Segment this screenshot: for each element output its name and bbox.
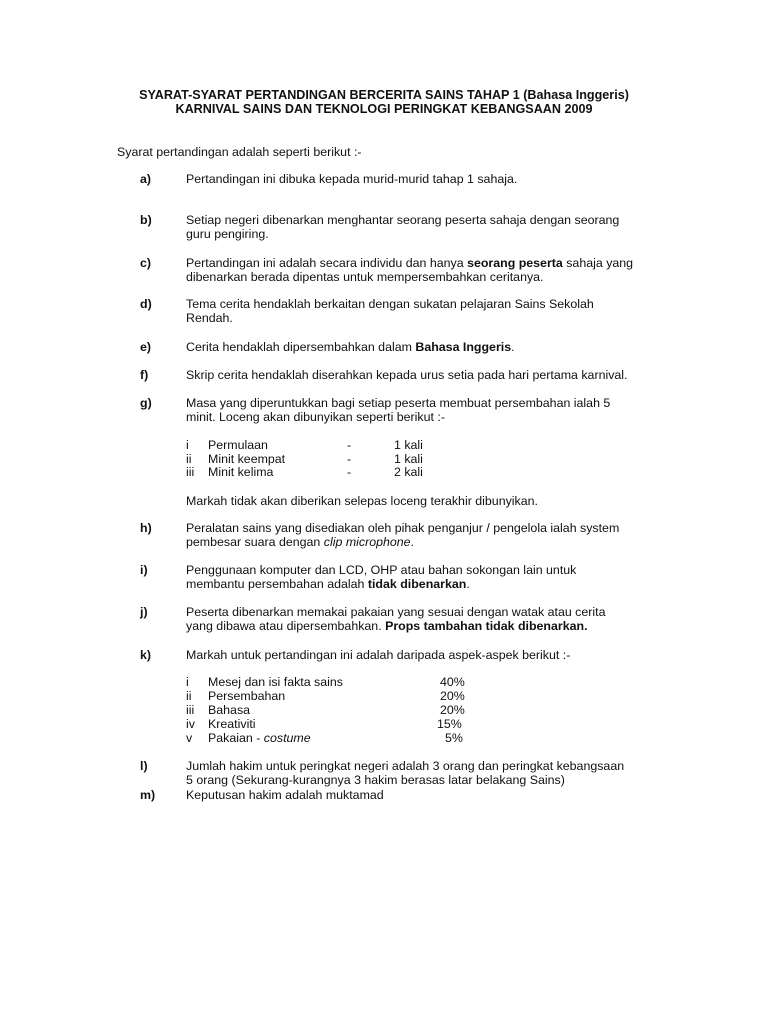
bell-num: iii: [186, 465, 195, 479]
item-label: k): [140, 648, 152, 662]
mark-percent: 40%: [440, 675, 465, 689]
mark-num: i: [186, 675, 189, 689]
mark-percent: 15%: [437, 717, 462, 731]
item-text-line: guru pengiring.: [186, 227, 269, 241]
item-label: j): [140, 605, 148, 619]
mark-percent: 20%: [440, 703, 465, 717]
item-text-line: Setiap negeri dibenarkan menghantar seorang peserta sahaja dengan seorang: [186, 213, 620, 227]
item-text-line: yang dibawa atau dipersembahkan. Props tambahan tidak dibenarkan.: [186, 619, 588, 633]
bold-text: seorang peserta: [467, 256, 563, 270]
bell-num: ii: [186, 452, 192, 466]
item-text-line: Masa yang diperuntukkan bagi setiap peserta membuat persembahan ialah 5: [186, 396, 611, 410]
item-text: Markah untuk pertandingan ini adalah daripada aspek-aspek berikut :-: [186, 648, 571, 662]
italic-text: clip microphone: [323, 535, 411, 549]
item-text-line: pembesar suara dengan clip microphone.: [186, 535, 415, 549]
item-text-line: Jumlah hakim untuk peringkat negeri adalah 3 orang dan peringkat kebangsaan: [186, 759, 625, 773]
item-text: Keputusan hakim adalah muktamad: [186, 788, 384, 802]
mark-name: Kreativiti: [208, 717, 256, 731]
mark-name: Bahasa: [208, 703, 251, 717]
item-label: e): [140, 340, 152, 354]
item-label: f): [140, 368, 149, 382]
item-text: Skrip cerita hendaklah diserahkan kepada urus setia pada hari pertama karnival.: [186, 368, 628, 382]
mark-name: Pakaian - costume: [208, 731, 311, 745]
item-text: Cerita hendaklah dipersembahkan dalam Bahasa Inggeris.: [186, 340, 515, 354]
bold-text: tidak dibenarkan: [367, 577, 467, 591]
bold-text: Bahasa Inggeris: [415, 340, 512, 354]
mark-num: iii: [186, 703, 195, 717]
item-text-line: Rendah.: [186, 311, 233, 325]
item-label: c): [140, 256, 152, 270]
bell-name: Minit kelima: [208, 465, 274, 479]
item-text-line: minit. Loceng akan dibunyikan seperti berikut :-: [186, 410, 445, 424]
item-text-line: membantu persembahan adalah tidak dibenarkan.: [186, 577, 470, 591]
bell-num: i: [186, 438, 189, 452]
item-text-line: Peserta dibenarkan memakai pakaian yang sesuai dengan watak atau cerita: [186, 605, 606, 619]
bell-name: Minit keempat: [208, 452, 286, 466]
title-line-1: SYARAT-SYARAT PERTANDINGAN BERCERITA SAINS TAHAP 1 (Bahasa Inggeris): [139, 88, 629, 102]
item-label: d): [140, 297, 152, 311]
mark-name: Mesej dan isi fakta sains: [208, 675, 343, 689]
mark-num: v: [186, 731, 193, 745]
mark-num: iv: [186, 717, 195, 731]
item-label: i): [140, 563, 148, 577]
bell-dash: -: [347, 452, 352, 466]
item-text-line: dibenarkan berada dipentas untuk mempersembahkan ceritanya.: [186, 270, 544, 284]
mark-num: ii: [186, 689, 192, 703]
bold-text: Props tambahan tidak dibenarkan.: [385, 619, 588, 633]
intro-text: Syarat pertandingan adalah seperti berikut :-: [117, 145, 362, 159]
title-line-2: KARNIVAL SAINS DAN TEKNOLOGI PERINGKAT KEBANGSAAN 2009: [175, 102, 593, 116]
mark-percent: 5%: [445, 731, 463, 745]
bell-count: 1 kali: [394, 452, 423, 466]
item-text: Pertandingan ini dibuka kepada murid-murid tahap 1 sahaja.: [186, 172, 518, 186]
document-page: SYARAT-SYARAT PERTANDINGAN BERCERITA SAINS TAHAP 1 (Bahasa Inggeris) KARNIVAL SAINS DAN TEKNOLOGI PERINGKAT KEBANGSAAN 2009 Syarat pertandingan adalah seperti berikut :- a) Pertandingan ini dibuka kepada murid-murid tahap 1 sahaja. b) Setiap negeri dibenarkan menghantar seorang peserta sahaja dengan seorang guru pengiring. c) Pertandingan ini adalah secara individu dan hanya seorang peserta sahaja yang dibenarkan berada dipentas untuk mempersembahkan ceritanya. d) Tema cerita hendaklah berkaitan dengan sukatan pelajaran Sains Sekolah Rendah. e) Cerita hendaklah dipersembahkan dalam Bahasa Inggeris. f) Skrip cerita hendaklah diserahkan kepada urus setia pada hari pertama karnival. g) Masa yang diperuntukkan bagi setiap peserta membuat persembahan ialah 5 minit. Loceng akan dibunyikan seperti berikut :- i Permulaan - 1 kali ii Minit keempat - 1 kali iii Minit kelima - 2 kali Markah tidak akan diberikan selepas loceng terakhir dibunyikan. h) Peralatan sains yang disediakan oleh pihak penganjur / pengelola ialah system pembesar suara dengan clip microphone. i) Penggunaan komputer dan LCD, OHP atau bahan sokongan lain untuk membantu persembahan adalah tidak dibenarkan. j) Peserta dibenarkan memakai pakaian yang sesuai dengan watak atau cerita yang dibawa atau dipersembahkan. Props tambahan tidak dibenarkan. k) Markah untuk pertandingan ini adalah daripada aspek-aspek berikut :- i Mesej dan isi fakta sains 40% ii Persembahan 20% iii Bahasa 20% iv Kreativiti 15% v Pakaian - costume 5% l) Jumlah hakim untuk peringkat negeri adalah 3 orang dan peringkat kebangsaan 5 orang (Sekurang-kurangnya 3 hakim berasas latar belakang Sains) m) Keputusan hakim adalah muktamad: [0, 0, 768, 1024]
item-label: h): [140, 521, 152, 535]
bell-count: 1 kali: [394, 438, 423, 452]
item-text-line: Tema cerita hendaklah berkaitan dengan sukatan pelajaran Sains Sekolah: [186, 297, 594, 311]
item-label: l): [140, 759, 148, 773]
item-text-line: 5 orang (Sekurang-kurangnya 3 hakim berasas latar belakang Sains): [186, 773, 565, 787]
bell-dash: -: [347, 465, 352, 479]
item-label: a): [140, 172, 152, 186]
item-text-line: Penggunaan komputer dan LCD, OHP atau bahan sokongan lain untuk: [186, 563, 577, 577]
bell-name: Permulaan: [208, 438, 268, 452]
item-text-line: Pertandingan ini adalah secara individu dan hanya seorang peserta sahaja yang: [186, 256, 634, 270]
italic-text: costume: [263, 731, 311, 745]
item-text-line: Peralatan sains yang disediakan oleh pihak penganjur / pengelola ialah system: [186, 521, 620, 535]
item-label: m): [140, 788, 156, 802]
bell-count: 2 kali: [394, 465, 423, 479]
item-label: b): [140, 213, 152, 227]
mark-name: Persembahan: [208, 689, 286, 703]
mark-percent: 20%: [440, 689, 465, 703]
bell-dash: -: [347, 438, 352, 452]
item-label: g): [140, 396, 152, 410]
